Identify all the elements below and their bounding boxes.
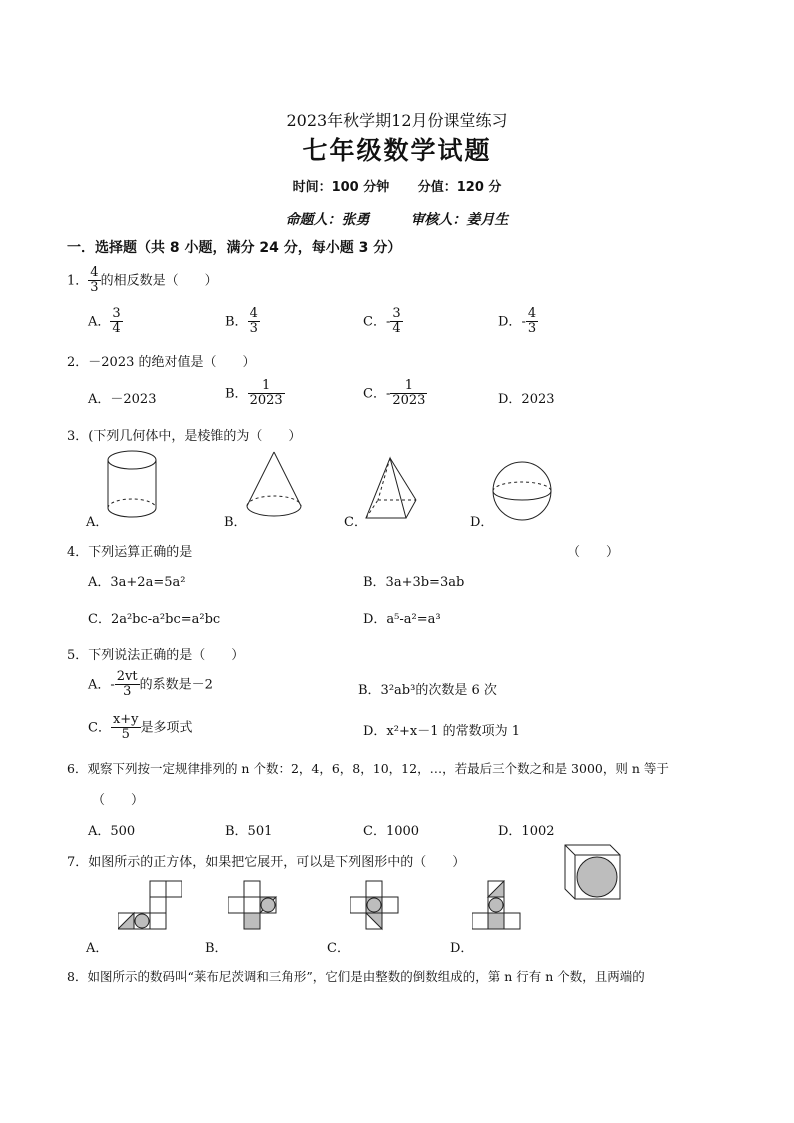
net-a-figure (118, 880, 182, 932)
answer-paren: （ ） (92, 793, 145, 808)
q6-option-a[interactable]: A．500 (88, 824, 136, 839)
question-1: 1． $\frac{4}{3}$ 的相反数是（ ） (67, 265, 218, 296)
cube-figure (562, 842, 624, 902)
question-8: 8．如图所示的数码叫“莱布尼茨调和三角形”，它们是由整数的倒数组成的，第 n 行有 n 个数，且两端的 (67, 969, 645, 984)
q4-option-d[interactable]: D．a⁵-a²=a³ (363, 612, 441, 627)
exam-authors (0, 209, 794, 229)
exam-score: 分值：120 分 (417, 180, 502, 195)
q1-option-c[interactable]: C．- $\frac{3}{4}$ (363, 306, 401, 337)
q4-option-c[interactable]: C．2a²bc-a²bc=a²bc (88, 612, 221, 627)
net-b-figure (228, 880, 292, 932)
q7-option-a[interactable]: A． (86, 941, 109, 956)
q7-option-c[interactable]: C． (327, 941, 350, 956)
question-2: 2．－2023 的绝对值是（ ） (67, 355, 256, 370)
q1-option-d[interactable]: D．- $\frac{4}{3}$ (498, 306, 537, 337)
q2-option-b[interactable]: B． $\frac{1}{2023}$ (225, 378, 283, 409)
question-7: 7．如图所示的正方体，如果把它展开，可以是下列图形中的（ ） (67, 855, 466, 870)
fraction: $\frac{4}{3}$ (90, 265, 99, 296)
q5-option-a[interactable]: A．- $\frac{2vt}{3}$ 的系数是－2 (88, 669, 213, 700)
q7-option-b[interactable]: B． (205, 941, 228, 956)
q2-option-a[interactable]: A．－2023 (88, 392, 157, 407)
exam-meta (0, 176, 794, 195)
exam-header-line: 2023年秋学期12月份课堂练习 (286, 111, 508, 130)
q3-option-d[interactable]: D． (470, 515, 494, 530)
exam-time: 时间：100 分钟 (292, 180, 390, 195)
answer-paren: （ ） (567, 545, 620, 560)
question-4: 4．下列运算正确的是 (67, 545, 193, 560)
reviewer: 审核人：姜月生 (410, 212, 509, 228)
q2-option-d[interactable]: D．2023 (498, 392, 555, 407)
q5-option-d[interactable]: D．x²+x－1 的常数项为 1 (363, 724, 520, 739)
question-3: 3．(下列几何体中，是棱锥的为（ ） (67, 429, 302, 444)
net-c-figure (350, 880, 414, 932)
q6-option-b[interactable]: B．501 (225, 824, 273, 839)
cone-figure (240, 448, 310, 520)
q1-option-b[interactable]: B． $\frac{4}{3}$ (225, 306, 258, 337)
q3-option-b[interactable]: B． (224, 515, 247, 530)
section-title: 一．选择题（共 8 小题，满分 24 分，每小题 3 分） (67, 240, 402, 256)
q1-option-a[interactable]: A． $\frac{3}{4}$ (88, 306, 121, 337)
exam-title: 七年级数学试题 (302, 136, 492, 165)
q4-option-a[interactable]: A．3a+2a=5a² (88, 575, 186, 590)
q7-option-d[interactable]: D． (450, 941, 474, 956)
q3-option-a[interactable]: A． (86, 515, 109, 530)
net-d-figure (472, 880, 536, 932)
q6-option-d[interactable]: D．1002 (498, 824, 555, 839)
q2-option-c[interactable]: C．- $\frac{1}{2023}$ (363, 378, 426, 409)
q4-option-b[interactable]: B．3a+3b=3ab (363, 575, 465, 590)
cylinder-figure (100, 448, 164, 520)
pyramid-figure (362, 456, 422, 522)
author: 命题人：张勇 (285, 212, 370, 228)
q5-option-b[interactable]: B．3²ab³的次数是 6 次 (358, 683, 497, 698)
question-6: 6．观察下列按一定规律排列的 n 个数：2，4，6，8，10，12，…，若最后三个数之和是 3000，则 n 等于 (67, 761, 669, 776)
q6-option-c[interactable]: C．1000 (363, 824, 420, 839)
q5-option-c[interactable]: C． $\frac{x+y}{5}$ 是多项式 (88, 712, 193, 743)
question-5: 5．下列说法正确的是（ ） (67, 648, 245, 663)
q3-option-c[interactable]: C． (344, 515, 367, 530)
sphere-figure (490, 460, 554, 524)
